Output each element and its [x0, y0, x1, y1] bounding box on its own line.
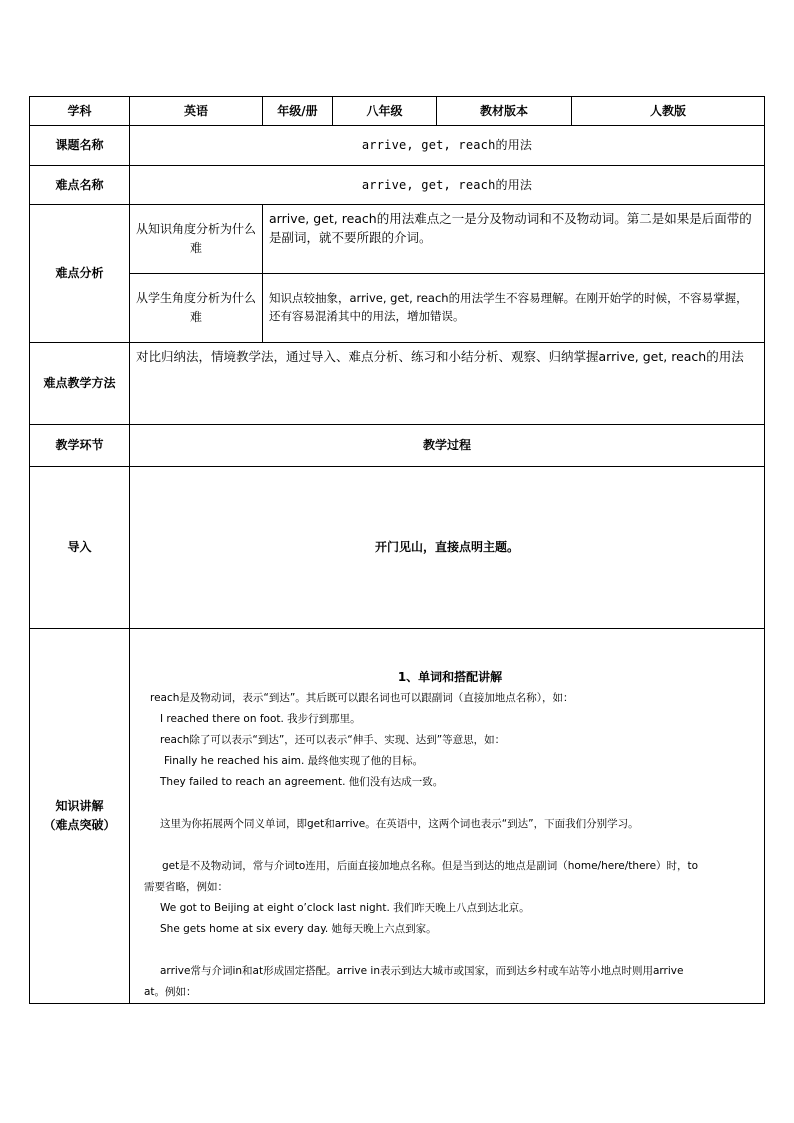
knowledge-label — [30, 629, 130, 1004]
intro-text: 开门见山，直接点明主题。 — [130, 467, 765, 629]
knowledge-line: reach是及物动词，表示“到达”。其后既可以跟名词也可以跟副词（直接加地点名称），如： — [150, 692, 574, 704]
intro-row — [30, 467, 765, 629]
lesson-name-row — [30, 126, 765, 166]
edition-value: 人教版 — [572, 97, 765, 126]
lesson-name-value: arrive, get, reach的用法 — [130, 126, 765, 166]
student-angle-text: 知识点较抽象，arrive, get, reach的用法学生不容易理解。在刚开始学的时候，不容易掌握，还有容易混淆其中的用法，增加错误。 — [263, 274, 765, 343]
knowledge-line: I reached there on foot. 我步行到那里。 — [160, 713, 361, 725]
knowledge-angle-label: 从知识角度分析为什么难 — [130, 205, 263, 274]
process-label: 教学过程 — [130, 425, 765, 467]
knowledge-line: 这里为你拓展两个同义单词，即get和arrive。在英语中，这两个词也表示“到达”，下面我们分别学习。 — [160, 818, 639, 830]
process-stage-label: 教学环节 — [30, 425, 130, 467]
difficulty-analysis-label: 难点分析 — [30, 205, 130, 343]
grade-label: 年级/册 — [263, 97, 333, 126]
lesson-plan-table — [29, 96, 765, 1004]
difficulty-name-row — [30, 166, 765, 205]
grade-value: 八年级 — [333, 97, 437, 126]
teaching-method-label: 难点教学方法 — [30, 343, 130, 425]
knowledge-line: Finally he reached his aim. 最终他实现了他的目标。 — [164, 755, 424, 767]
process-header-row — [30, 425, 765, 467]
difficulty-analysis-row-1 — [30, 205, 765, 274]
knowledge-line: reach除了可以表示“到达”，还可以表示“伸手、实现、达到”等意思，如： — [160, 734, 506, 746]
knowledge-label-line-2: （难点突破） — [43, 818, 116, 832]
knowledge-line: at。例如： — [144, 986, 197, 998]
knowledge-line: arrive常与介词in和at形成固定搭配。arrive in表示到达大城市或国家，而到达乡村或车站等小地点时则用arrive — [160, 965, 684, 977]
knowledge-section-title: 1、单词和搭配讲解 — [397, 670, 503, 684]
difficulty-analysis-row-2 — [30, 274, 765, 343]
knowledge-content — [130, 629, 765, 1004]
knowledge-row — [30, 629, 765, 1004]
knowledge-angle-text: arrive, get, reach的用法难点之一是分及物动词和不及物动词。第二是如果是后面带的是副词，就不要所跟的介词。 — [263, 205, 765, 274]
header-row — [30, 97, 765, 126]
knowledge-line: 需要省略，例如： — [144, 881, 228, 893]
knowledge-label-line-1: 知识讲解 — [55, 799, 104, 814]
knowledge-line: She gets home at six every day. 她每天晚上六点到家。 — [160, 923, 437, 935]
difficulty-name-value: arrive, get, reach的用法 — [130, 166, 765, 205]
intro-label: 导入 — [30, 467, 130, 629]
subject-label: 学科 — [30, 97, 130, 126]
teaching-method-text: 对比归纳法，情境教学法，通过导入、难点分析、练习和小结分析、观察、归纳掌握arrive, get, reach的用法 — [130, 343, 765, 425]
teaching-method-row — [30, 343, 765, 425]
lesson-name-label: 课题名称 — [30, 126, 130, 166]
knowledge-line: They failed to reach an agreement. 他们没有达成一致。 — [160, 776, 444, 788]
knowledge-line: We got to Beijing at eight o’clock last night. 我们昨天晚上八点到达北京。 — [160, 902, 530, 914]
student-angle-label: 从学生角度分析为什么难 — [130, 274, 263, 343]
subject-value: 英语 — [130, 97, 263, 126]
difficulty-name-label: 难点名称 — [30, 166, 130, 205]
edition-label: 教材版本 — [437, 97, 572, 126]
knowledge-line: get是不及物动词，常与介词to连用，后面直接加地点名称。但是当到达的地点是副词（home/here/there）时，to — [162, 860, 699, 872]
